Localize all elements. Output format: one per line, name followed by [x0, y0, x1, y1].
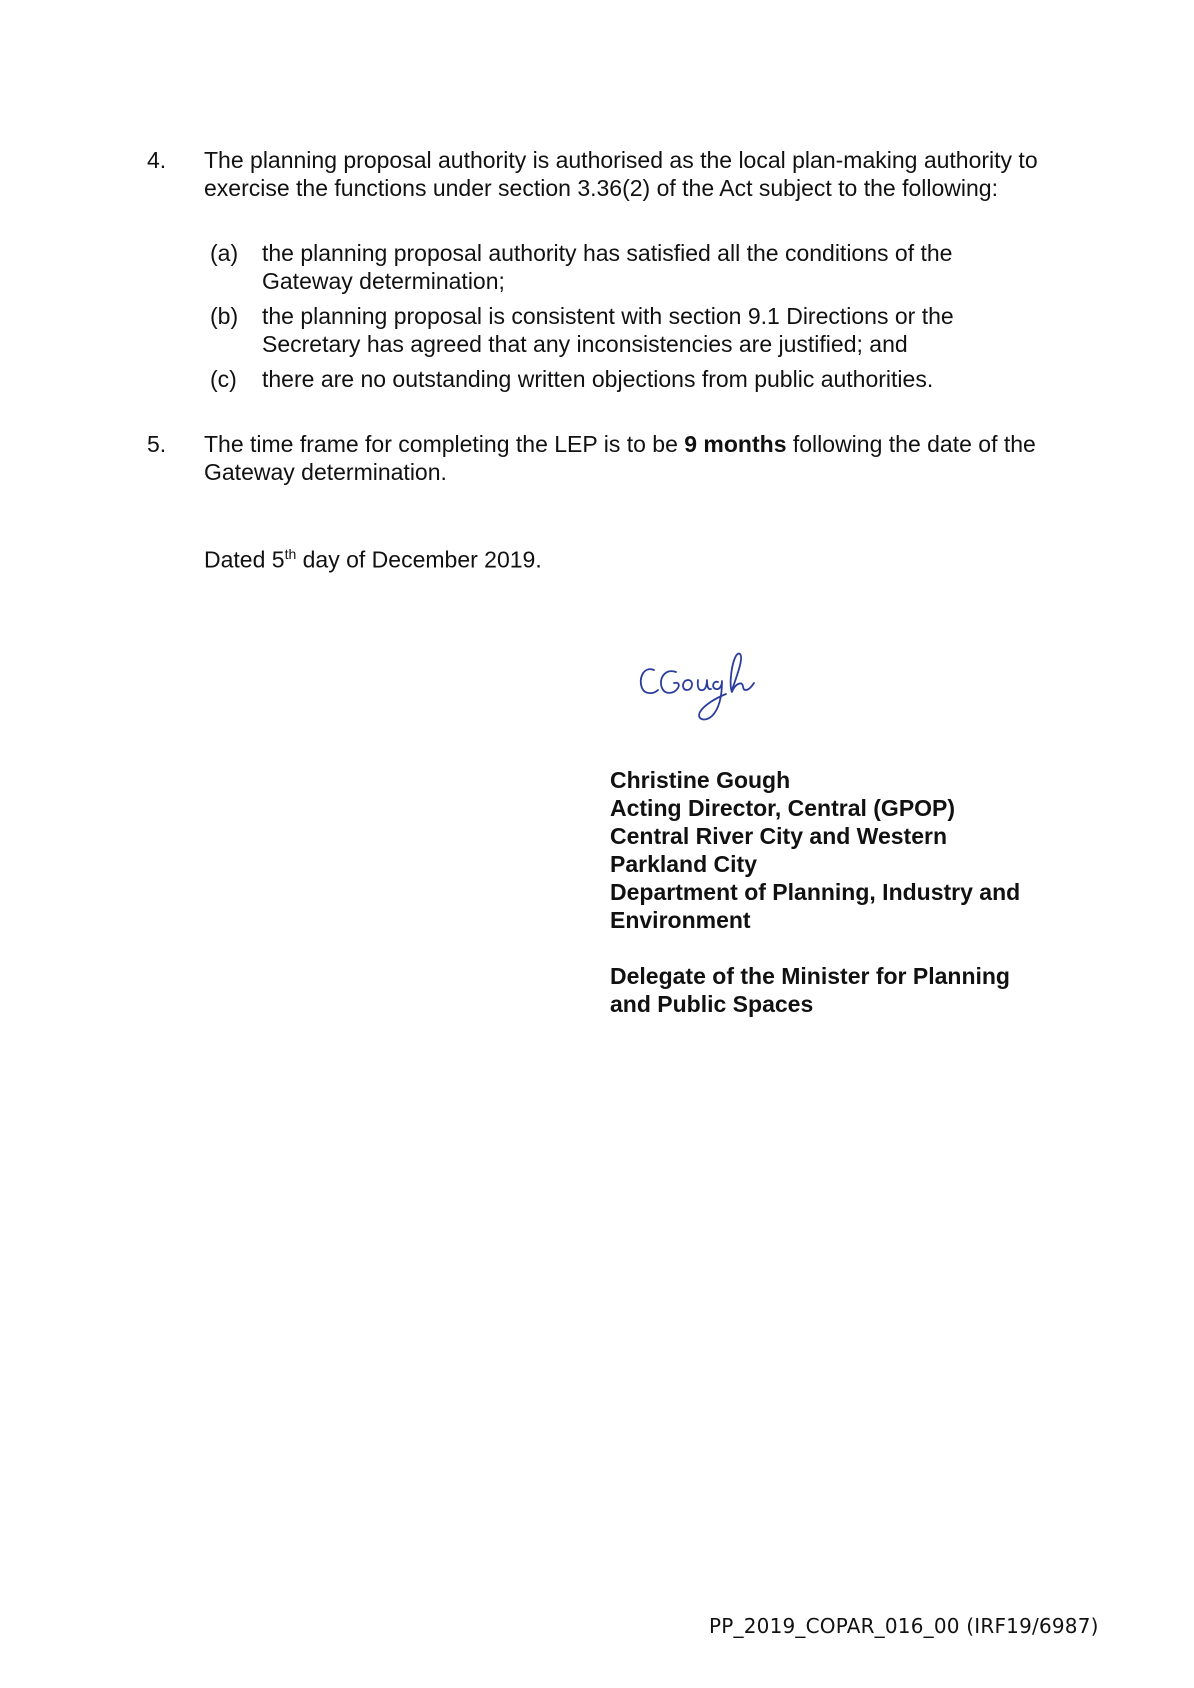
- dated-ordinal: th: [284, 546, 297, 562]
- signatory-title: Acting Director, Central (GPOP): [610, 795, 956, 821]
- item-5-duration: 9 months: [684, 431, 787, 457]
- signatory-region-line2: Parkland City: [610, 851, 757, 877]
- subitem-b-text: the planning proposal is consistent with section 9.1 Directions or the Secretary has agreed that any inconsistencies are justified; and: [262, 303, 954, 357]
- signatory-region-line1: Central River City and Western: [610, 823, 948, 849]
- item-5-text-after: following the date of the Gateway determination.: [204, 431, 1036, 485]
- dated-line: [204, 540, 542, 574]
- item-5-text: [204, 430, 1074, 486]
- item-5-text-before: The time frame for completing the LEP is to be: [204, 431, 685, 457]
- signatory-department-line1: Department of Planning, Industry and: [610, 879, 1021, 905]
- signatory-department-line2: Environment: [610, 907, 751, 933]
- signatory-delegate-line1: Delegate of the Minister for Planning: [610, 963, 1010, 989]
- subitem-a-text: the planning proposal authority has satisfied all the conditions of the Gateway determination;: [262, 240, 953, 294]
- item-4-text: The planning proposal authority is authorised as the local plan-making authority to exercise the functions under section 3.36(2) of the Act subject to the following:: [204, 147, 1038, 201]
- document-reference: PP_2019_COPAR_016_00 (IRF19/6987): [709, 1614, 1099, 1638]
- dated-prefix: Dated 5: [204, 546, 285, 573]
- item-5-number: 5.: [147, 431, 167, 457]
- subitem-a-label: (a): [210, 240, 239, 266]
- subitem-c-text: there are no outstanding written objections from public authorities.: [262, 366, 934, 392]
- subitem-c-label: (c): [210, 366, 237, 392]
- handwritten-signature: [636, 650, 776, 730]
- signatory-delegate-line2: and Public Spaces: [610, 991, 814, 1017]
- signatory-name: Christine Gough: [610, 767, 791, 793]
- item-4-number: 4.: [147, 147, 167, 173]
- subitem-b-label: (b): [210, 303, 239, 329]
- dated-rest: day of December 2019.: [296, 546, 542, 573]
